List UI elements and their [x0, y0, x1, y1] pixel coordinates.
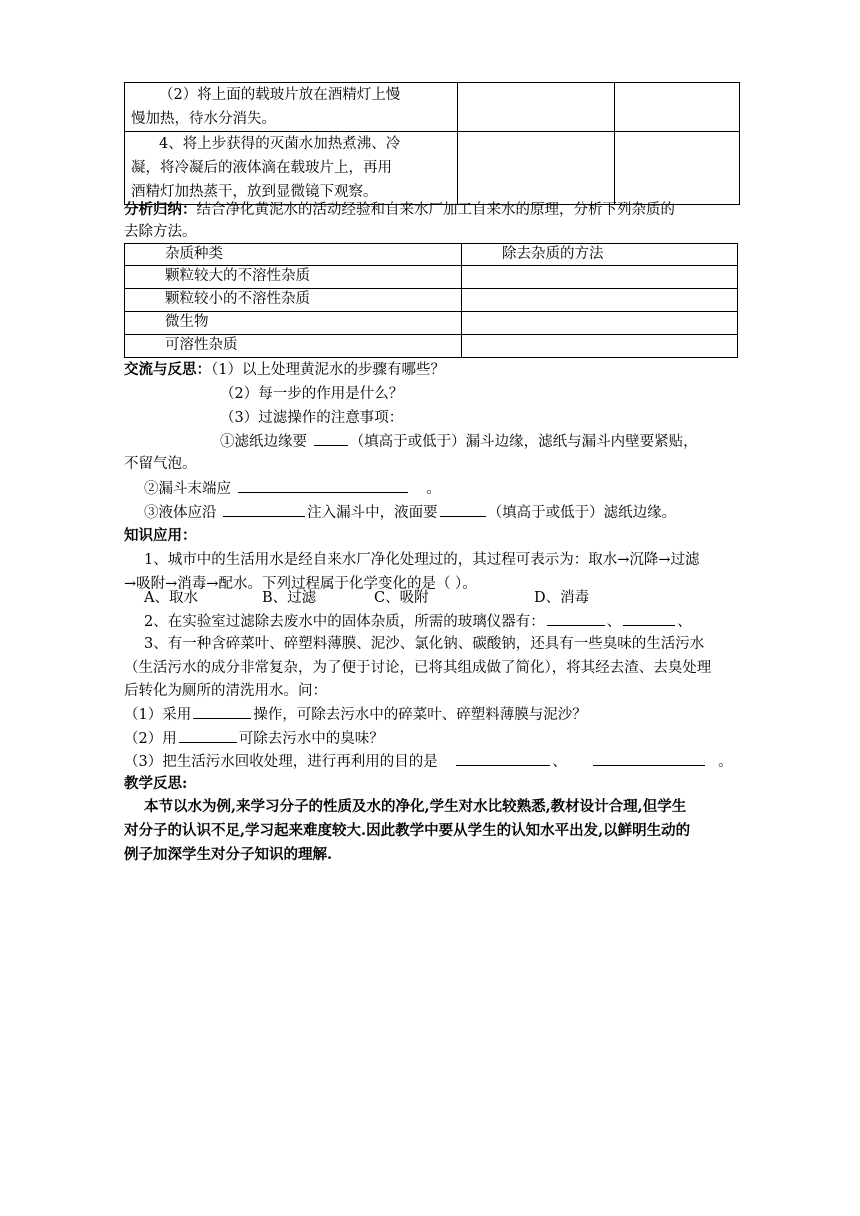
blank-purpose-1[interactable]: [456, 749, 550, 766]
empty-cell: [458, 83, 615, 132]
exchange-item-1-cont: 不留气泡。: [124, 456, 197, 472]
analysis-text: 结合净化黄泥水的活动经验和自来水厂加工自来水的原理，分析下列杂质的: [196, 202, 675, 218]
removal-method-cell: [462, 312, 738, 335]
table-row: [125, 289, 738, 312]
exchange-label: 交流与反思：: [124, 361, 211, 378]
sub2-text-2: 可除去污水中的臭味？: [238, 731, 384, 747]
empty-cell: [458, 132, 615, 205]
item1-text: ①滤纸边缘要: [220, 434, 307, 450]
sub1-text-2: 操作，可除去污水中的碎菜叶、碎塑料薄膜与泥沙？: [253, 707, 587, 723]
sub3-sep: 、: [552, 754, 567, 770]
exchange-q2: （2）每一步的作用是什么？: [220, 386, 404, 402]
option-a[interactable]: A、取水: [144, 590, 198, 606]
table-header-row: [125, 244, 738, 266]
blank-deodorize[interactable]: [179, 726, 237, 743]
exchange-q1: （1）以上处理黄泥水的步骤有哪些？: [211, 362, 445, 378]
removal-method-cell: [462, 266, 738, 289]
reflection-line-3: 例子加深学生对分子知识的理解.: [124, 846, 333, 863]
reflection-label: 教学反思:: [124, 775, 188, 792]
q2-sep: 、: [677, 614, 692, 630]
empty-cell: [615, 83, 740, 132]
blank-operation[interactable]: [193, 702, 251, 719]
header-impurity-type: 杂质种类: [125, 244, 462, 266]
table-row: [125, 266, 738, 289]
item2-text: ②漏斗末端应: [144, 481, 231, 497]
analysis-line-2: 去除方法。: [124, 224, 197, 240]
impurity-type-cell: 颗粒较大的不溶性杂质: [125, 266, 462, 289]
item3-text-2: 注入漏斗中，液面要: [307, 505, 438, 521]
item1-text-2: （填高于或低于）漏斗边缘，滤纸与漏斗内壁要紧贴，: [349, 434, 698, 450]
knowledge-sub2: [124, 726, 384, 751]
table-row: [125, 312, 738, 335]
knowledge-q3-cont: （生活污水的成分非常复杂，为了便于讨论，已将其组成做了简化），将其经去渣、去臭处理: [124, 660, 712, 676]
knowledge-q1-cont: →吸附→消毒→配水。下列过程属于化学变化的是（ ）。: [124, 576, 477, 592]
q2-sep: 、: [606, 614, 622, 630]
knowledge-sub3: [124, 749, 733, 774]
blank-instrument-1[interactable]: [547, 609, 605, 626]
impurity-type-cell: 颗粒较小的不溶性杂质: [125, 289, 462, 312]
step-cell: [125, 83, 458, 132]
q2-text: 2、在实验室过滤除去废水中的固体杂质，所需的玻璃仪器有：: [144, 614, 545, 630]
item3-text: ③液体应沿: [144, 505, 217, 521]
exchange-item-2: [144, 476, 441, 501]
header-removal-method: 除去杂质的方法: [462, 244, 738, 266]
sub1-text: （1）采用: [124, 707, 192, 723]
analysis-label: 分析归纳：: [124, 201, 197, 218]
impurity-type-cell: 可溶性杂质: [125, 335, 462, 358]
removal-method-cell: [462, 289, 738, 312]
table-row: [125, 132, 740, 205]
blank-purpose-2[interactable]: [593, 749, 705, 766]
knowledge-q3-cont-2: 后转化为厕所的清洗用水。问：: [124, 683, 327, 699]
exchange-line-1: [124, 358, 445, 382]
table-row: [125, 335, 738, 358]
step-cell: [125, 132, 458, 205]
table-row: [125, 83, 740, 132]
knowledge-label: 知识应用：: [124, 527, 197, 544]
step-line: （2）将上面的载玻片放在酒精灯上慢: [159, 87, 401, 103]
knowledge-sub1: [124, 702, 587, 727]
analysis-line: [124, 198, 675, 222]
exchange-q3: （3）过滤操作的注意事项：: [220, 410, 404, 426]
impurity-table: [124, 243, 738, 358]
blank-filter-edge[interactable]: [314, 429, 348, 446]
exchange-item-3: [144, 500, 676, 525]
reflection-line-2: 对分子的认识不足,学习起来难度较大.因此教学中要从学生的认知水平出发,以鲜明生动的: [124, 822, 691, 839]
step-line: 酒精灯加热蒸干，放到显微镜下观察。: [131, 184, 378, 200]
item3-text-3: （填高于或低于）滤纸边缘。: [487, 505, 677, 521]
knowledge-q1: 1、城市中的生活用水是经自来水厂净化处理过的，其过程可表示为：取水→沉降→过滤: [144, 552, 700, 568]
impurity-type-cell: 微生物: [125, 312, 462, 335]
empty-cell: [615, 132, 740, 205]
blank-instrument-2[interactable]: [623, 609, 675, 626]
blank-liquid-level[interactable]: [440, 500, 486, 517]
blank-funnel-end[interactable]: [238, 476, 408, 493]
removal-method-cell: [462, 335, 738, 358]
knowledge-q2: [144, 609, 692, 634]
option-c[interactable]: C、吸附: [374, 590, 429, 606]
option-d[interactable]: D、消毒: [534, 590, 590, 606]
blank-pour-along[interactable]: [223, 500, 305, 517]
exchange-item-1: [220, 429, 698, 454]
item2-text-2: 。: [426, 481, 441, 497]
step-line: 慢加热，待水分消失。: [131, 111, 276, 127]
reflection-line-1: 本节以水为例,来学习分子的性质及水的净化,学生对水比较熟悉,教材设计合理,但学生: [144, 798, 687, 815]
sub3-text: （3）把生活污水回收处理，进行再利用的目的是: [124, 754, 438, 770]
step-table: [124, 82, 740, 205]
step-line: 凝，将冷凝后的液体滴在载玻片上，再用: [131, 160, 392, 176]
step-line: 4、将上步获得的灭菌水加热煮沸、冷: [159, 136, 401, 152]
option-b[interactable]: B、过滤: [262, 590, 317, 606]
sub2-text: （2）用: [124, 731, 177, 747]
sub3-end: 。: [718, 754, 733, 770]
knowledge-q3: 3、有一种含碎菜叶、碎塑料薄膜、泥沙、氯化钠、碳酸钠，还具有一些臭味的生活污水: [144, 636, 705, 652]
